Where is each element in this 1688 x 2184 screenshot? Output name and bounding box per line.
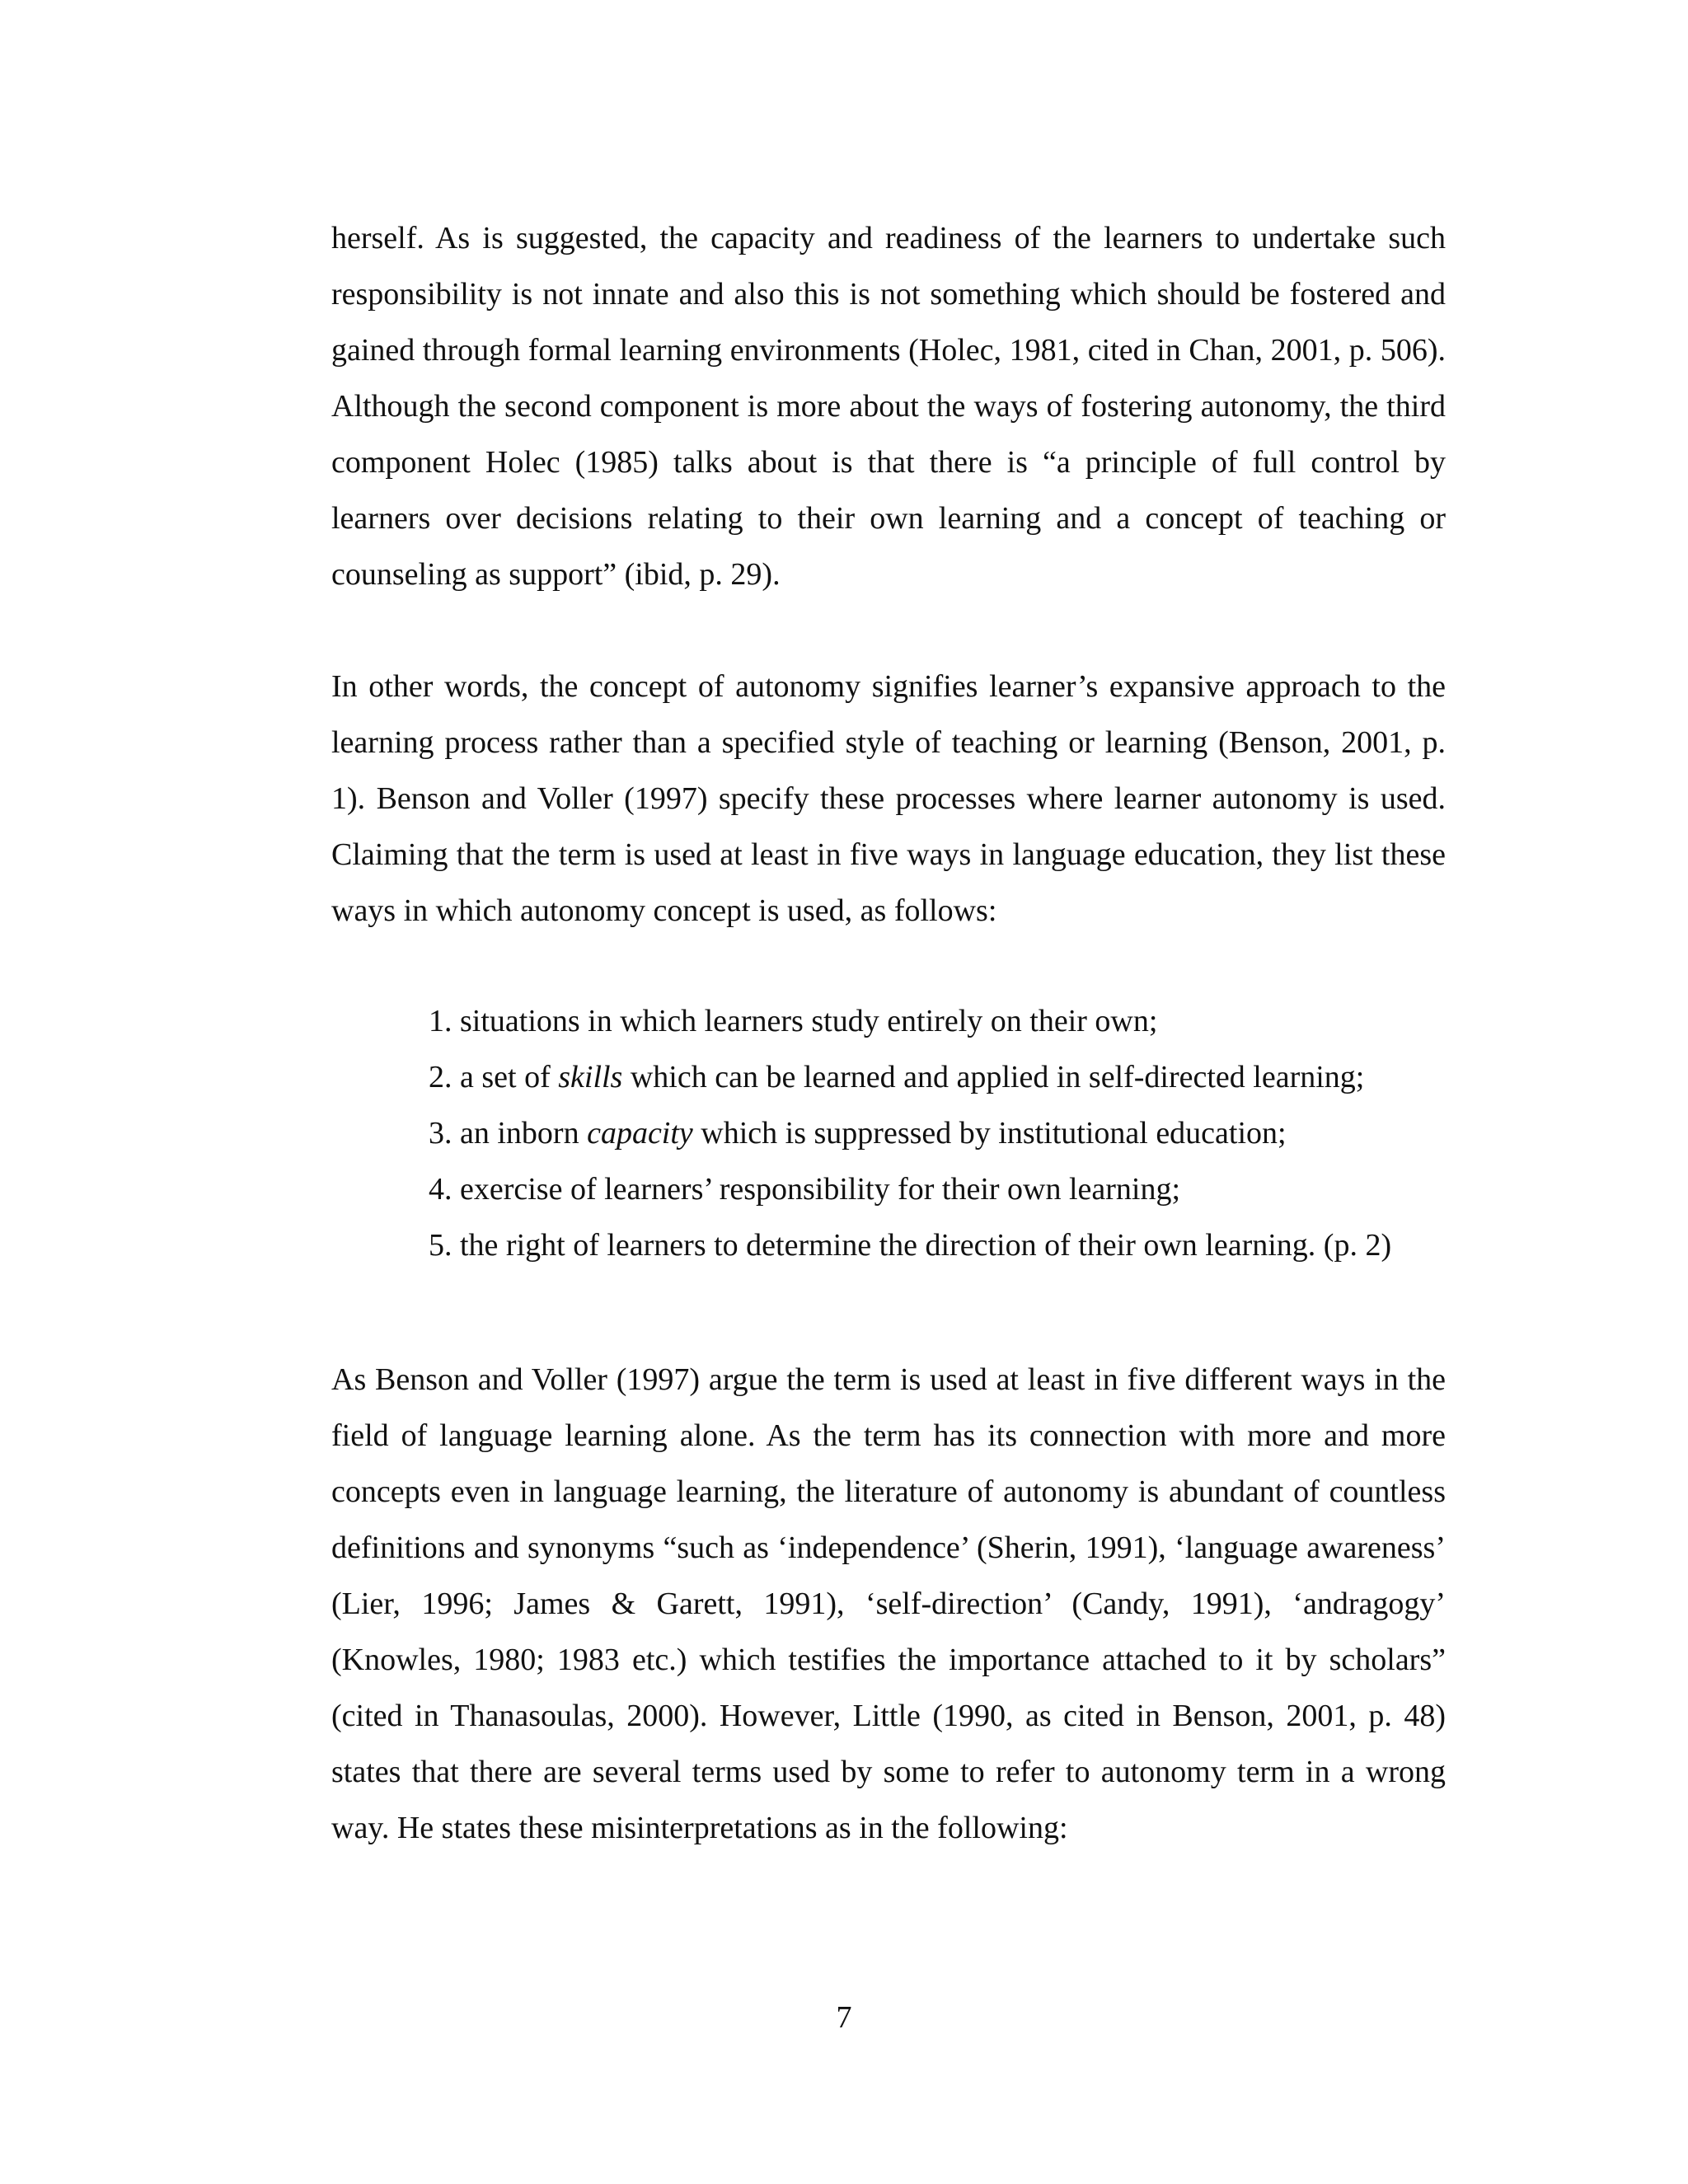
list-item [429,1217,1467,1273]
list-item-text: exercise of learners’ responsibility for their own learning; [460,1172,1181,1207]
list-item-number: 2. [429,1060,452,1094]
list-item-number: 4. [429,1172,452,1207]
list-item [429,1161,1467,1217]
autonomy-uses-list [429,993,1467,1273]
list-item-number: 1. [429,1004,452,1038]
paragraph-1: herself. As is suggested, the capacity and readiness of the learners to undertake such responsibility is not innate and also this is not something which should be fostered and gained through formal learning environments (Holec, 1981, cited in Chan, 2001, p. 506). Although the second component is more about the ways of fostering autonomy, the third component Holec (1985) talks about is that there is “a principle of full control by learners over decisions relating to their own learning and a concept of teaching or counseling as support” (ibid, p. 29). [331,221,1446,592]
list-item-number: 3. [429,1116,452,1151]
paragraph-3: As Benson and Voller (1997) argue the term is used at least in five different ways in the field of language learning alone. As the term has its connection with more and more concepts even in language learning, the literature of autonomy is abundant of countless definitions and synonyms “such as ‘independence’ (Sherin, 1991), ‘language awareness’ (Lier, 1996; James & Garett, 1991), ‘self-direction’ (Candy, 1991), ‘andragogy’ (Knowles, 1980; 1983 etc.) which testifies the importance attached to it by scholars” (cited in Thanasoulas, 2000). However, Little (1990, as cited in Benson, 2001, p. 48) states that there are several terms used by some to refer to autonomy term in a wrong way. He states these misinterpretations as in the following: [331,1362,1446,1845]
list-item-emphasis: capacity [587,1116,693,1151]
list-item-text-end: which can be learned and applied in self-directed learning; [622,1060,1365,1094]
list-item-text: situations in which learners study entirely on their own; [460,1004,1158,1038]
list-item [429,993,1467,1049]
paragraph-2: In other words, the concept of autonomy signifies learner’s expansive approach to the learning process rather than a specified style of teaching or learning (Benson, 2001, p. 1). Benson and Voller (1997) specify these processes where learner autonomy is used. Claiming that the term is used at least in five ways in language education, they list these ways in which autonomy concept is used, as follows: [331,669,1446,928]
list-item-text: the right of learners to determine the direction of their own learning. (p. 2) [460,1228,1392,1263]
list-item-emphasis: skills [558,1060,623,1094]
list-item-number: 5. [429,1228,452,1263]
list-item-text: a set of [460,1060,559,1094]
page-number: 7 [836,2000,852,2035]
list-item-text-end: which is suppressed by institutional education; [692,1116,1287,1151]
list-item-text: an inborn [460,1116,588,1151]
list-item [429,1105,1467,1161]
list-item [429,1049,1467,1105]
